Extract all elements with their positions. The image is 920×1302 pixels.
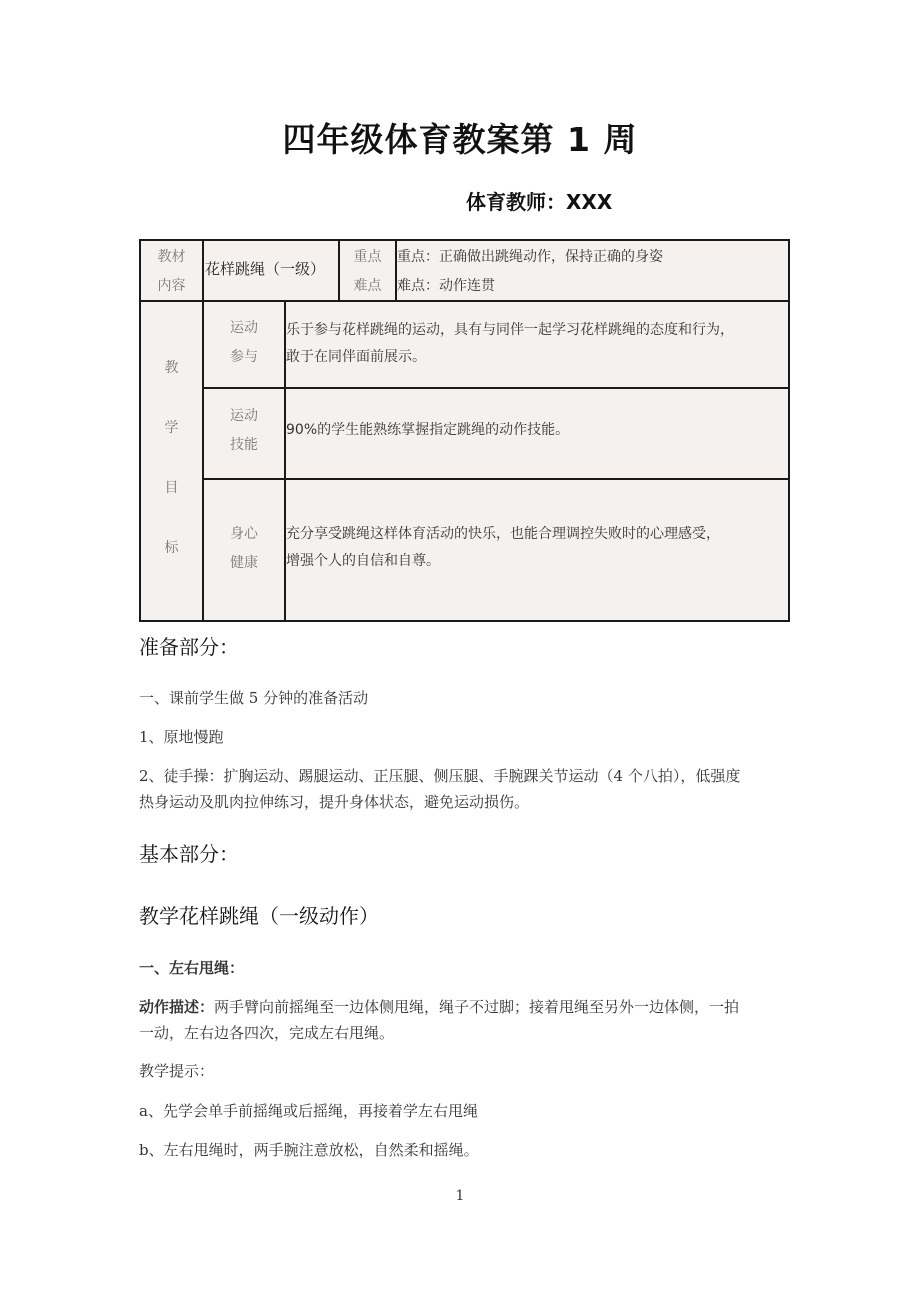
row-label: 运动	[230, 408, 258, 424]
material-label: 内容	[157, 278, 186, 294]
objective-char: 标	[164, 540, 179, 556]
description-text: 两手臂向前摇绳至一边体侧甩绳，绳子不过脚；接着甩绳至另外一边体侧，一拍	[214, 998, 740, 1016]
item-heading: 一、左右甩绳：	[139, 959, 245, 977]
objective-char: 学	[164, 420, 179, 436]
focus-label: 难点	[353, 278, 382, 294]
prep-paragraph: 1、原地慢跑	[139, 728, 224, 746]
tip-item: b、左右甩绳时，两手腕注意放松，自然柔和摇绳。	[139, 1141, 479, 1159]
row-label: 运动	[230, 320, 258, 336]
document-title: 四年级体育教案第 1 周	[282, 120, 638, 159]
row-label: 健康	[230, 555, 258, 571]
row-label: 参与	[230, 349, 258, 365]
objective-text: 乐于参与花样跳绳的运动，具有与同伴一起学习花样跳绳的态度和行为，	[286, 322, 734, 338]
basic-subheading: 教学花样跳绳（一级动作）	[139, 904, 379, 928]
prep-paragraph: 2、徒手操：扩胸运动、踢腿运动、正压腿、侧压腿、手腕踝关节运动（4 个八拍），低强度	[139, 767, 741, 785]
objective-text: 充分享受跳绳这样体育活动的快乐，也能合理调控失败时的心理感受，	[286, 526, 720, 542]
material-label: 教材	[157, 249, 186, 265]
key-point: 重点：正确做出跳绳动作，保持正确的身姿	[397, 249, 663, 265]
prep-heading: 准备部分：	[139, 635, 239, 659]
objective-text: 90%的学生能熟练掌握指定跳绳的动作技能。	[286, 422, 570, 438]
difficult-point: 难点：动作连贯	[397, 278, 495, 294]
row-label: 身心	[230, 526, 258, 542]
page-number: 1	[455, 1188, 465, 1204]
material-value: 花样跳绳（一级）	[205, 260, 326, 278]
objective-char: 教	[164, 360, 179, 376]
prep-paragraph: 热身运动及肌肉拉伸练习，提升身体状态，避免运动损伤。	[139, 793, 530, 811]
description-lead: 动作描述：	[139, 998, 215, 1016]
row-label: 技能	[230, 437, 258, 453]
tip-item: a、先学会单手前摇绳或后摇绳，再接着学左右甩绳	[139, 1102, 478, 1120]
lesson-plan-table	[139, 239, 790, 622]
tips-heading: 教学提示：	[139, 1062, 215, 1080]
objective-text: 增强个人的自信和自尊。	[286, 553, 440, 569]
objective-char: 目	[164, 480, 179, 496]
focus-label: 重点	[353, 249, 382, 265]
prep-paragraph: 一、课前学生做 5 分钟的准备活动	[139, 689, 369, 707]
objective-text: 敢于在同伴面前展示。	[286, 349, 426, 365]
teacher-name: 体育教师：XXX	[466, 190, 613, 214]
description-text: 一动，左右边各四次，完成左右甩绳。	[139, 1024, 395, 1042]
basic-heading: 基本部分：	[139, 842, 239, 866]
